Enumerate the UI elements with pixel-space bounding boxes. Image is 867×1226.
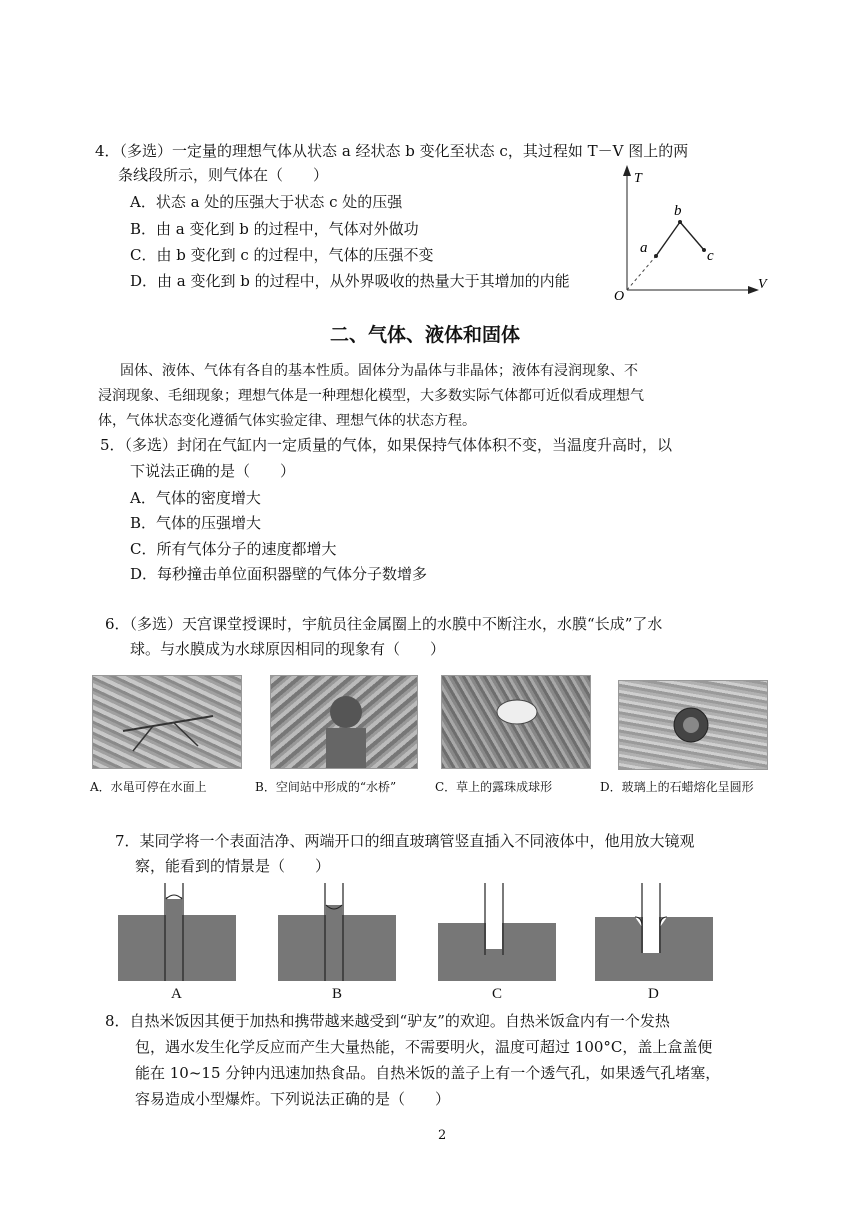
photo-water-bridge [270, 675, 418, 769]
tube-liquid-a [166, 897, 182, 981]
q6-caption-b: B．空间站中形成的“水桥” [255, 780, 397, 794]
water-strider-icon [93, 676, 241, 768]
label-b: b [674, 203, 682, 219]
page-number: 2 [438, 1128, 447, 1143]
q4-option-d: D．由 a 变化到 b 的过程中，从外界吸收的热量大于其增加的内能 [130, 272, 570, 290]
q4-option-b: B．由 a 变化到 b 的过程中，气体对外做功 [130, 220, 419, 238]
meniscus-a [166, 895, 182, 899]
dewdrop-icon [442, 676, 590, 768]
origin-label: O [614, 289, 625, 300]
t-axis-arrow [623, 165, 631, 176]
tube-diagram-a [118, 883, 240, 983]
q8-line4: 容易造成小型爆炸。下列说法正确的是（ ） [135, 1090, 451, 1108]
q6-stem-line2: 球。与水膜成为水球原因相同的现象有（ ） [130, 640, 446, 658]
segment-bc [680, 222, 704, 250]
q8-line2: 包，遇水发生化学反应而产生大量热能，不需要明火，温度可超过 100°C，盖上盒盖便 [135, 1038, 713, 1056]
tube-label-a: A [171, 986, 182, 1002]
tube-diagram-c [438, 883, 560, 983]
photo-water-strider [92, 675, 242, 769]
extension-line [627, 256, 656, 290]
tv-graph [612, 160, 772, 300]
segment-ab [656, 222, 680, 256]
q5-option-c: C．所有气体分子的速度都增大 [130, 540, 337, 558]
q7-stem-line1: 7．某同学将一个表面洁净、两端开口的细直玻璃管竖直插入不同液体中，他用放大镜观 [115, 832, 695, 850]
photo-wax-on-glass [618, 680, 768, 770]
t-axis-label: T [634, 171, 642, 186]
q8-line1: 8．自热米饭因其便于加热和携带越来越受到“驴友”的欢迎。自热米饭盒内有一个发热 [105, 1012, 670, 1030]
tube-diagram-d [595, 883, 717, 983]
q6-caption-c: C．草上的露珠成球形 [435, 780, 553, 794]
q5-option-b: B．气体的压强增大 [130, 514, 262, 532]
q4-stem-line2: 条线段所示，则气体在（ ） [118, 166, 329, 184]
intro-line3: 体，气体状态变化遵循气体实验定律、理想气体的状态方程。 [98, 413, 476, 429]
q4-option-c: C．由 b 变化到 c 的过程中，气体的压强不变 [130, 246, 434, 264]
q5-option-a: A．气体的密度增大 [130, 489, 261, 507]
q4-option-a: A．状态 a 处的压强大于状态 c 处的压强 [130, 193, 403, 211]
point-c [702, 248, 706, 252]
point-a [654, 254, 658, 258]
tube-empty-c [486, 883, 502, 953]
q7-stem-line2: 察，能看到的情景是（ ） [135, 857, 331, 875]
q6-caption-d: D．玻璃上的石蜡熔化呈圆形 [600, 780, 754, 794]
q5-option-d: D．每秒撞击单位面积器壁的气体分子数增多 [130, 565, 428, 583]
q8-line3: 能在 10~15 分钟内迅速加热食品。自热米饭的盖子上有一个透气孔，如果透气孔堵塞， [135, 1064, 721, 1082]
label-a: a [640, 240, 648, 256]
tube-label-b: B [332, 986, 343, 1002]
q6-stem-line1: 6．（多选）天宫课堂授课时，宇航员往金属圈上的水膜中不断注水，水膜“长成”了水 [105, 615, 663, 633]
label-c: c [707, 248, 714, 264]
astronaut-icon [271, 676, 417, 768]
tube-label-c: C [492, 986, 503, 1002]
photo-dewdrop [441, 675, 591, 769]
tube-liquid-b [326, 905, 342, 981]
intro-line1: 固体、液体、气体有各自的基本性质。固体分为晶体与非晶体；液体有浸润现象、不 [120, 363, 638, 379]
section-title: 二、气体、液体和固体 [330, 324, 521, 346]
v-axis-label: V [758, 277, 767, 292]
intro-line2: 浸润现象、毛细现象；理想气体是一种理想化模型，大多数实际气体都可近似看成理想气 [98, 388, 644, 404]
point-b [678, 220, 682, 224]
wax-drop-icon [619, 681, 767, 769]
tube-empty-d [643, 883, 659, 953]
q5-stem-line1: 5．（多选）封闭在气缸内一定质量的气体，如果保持气体体积不变，当温度升高时，以 [100, 436, 673, 454]
q5-stem-line2: 下说法正确的是（ ） [130, 462, 296, 480]
tube-diagram-b [278, 883, 400, 983]
q6-caption-a: A．水黾可停在水面上 [90, 780, 207, 794]
tube-label-d: D [648, 986, 659, 1002]
q4-stem-line1: 4．（多选）一定量的理想气体从状态 a 经状态 b 变化至状态 c，其过程如 T－V 图上的两 [95, 142, 689, 160]
